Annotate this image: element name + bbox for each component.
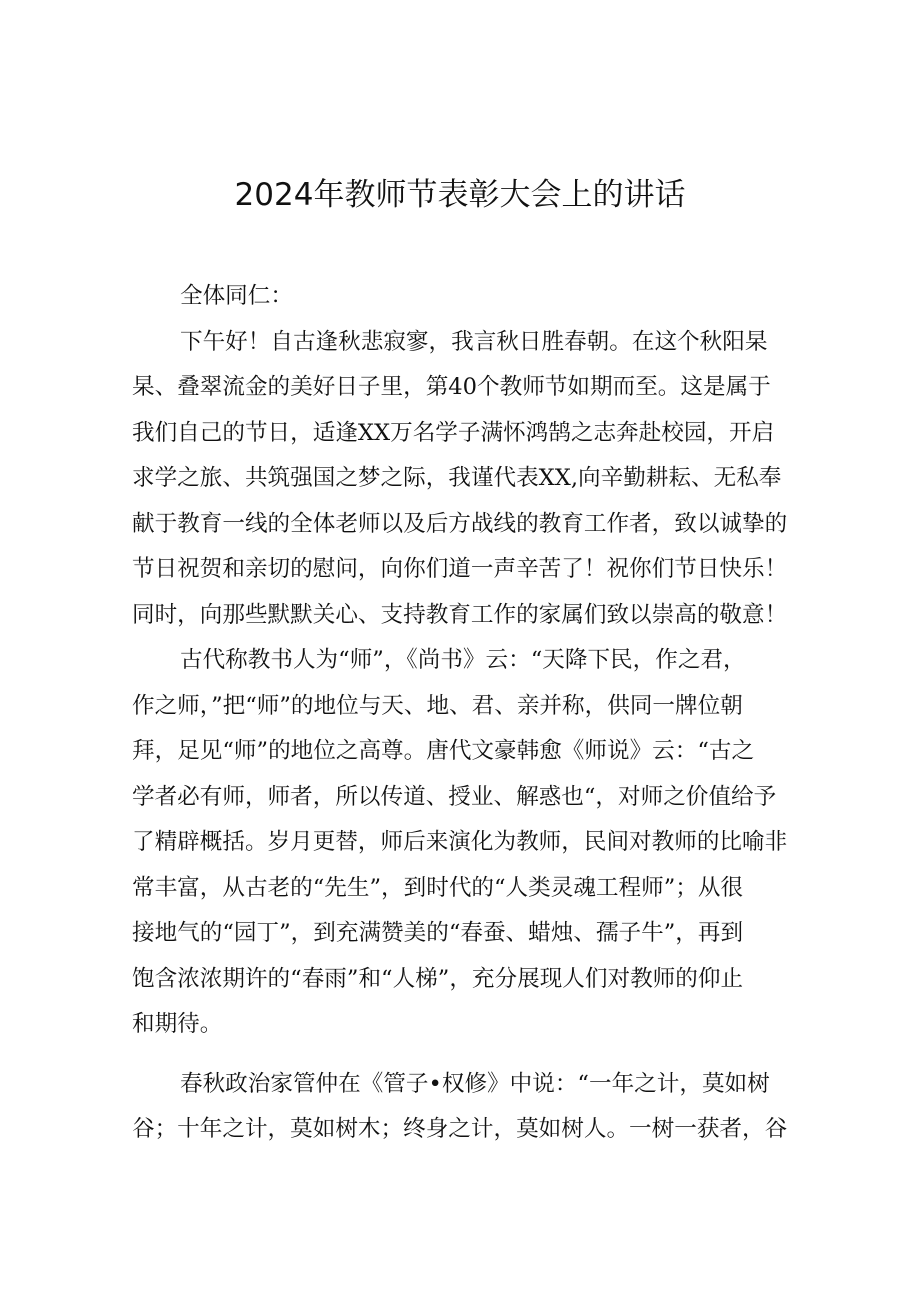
paragraph-gap [132,1048,802,1062]
paragraph-line: 同时，向那些默默关心、支持教育工作的家属们致以崇高的敬意！ [132,601,788,628]
paragraph-line: 古代称教书人为“师”，《尚书》云：“天降下民，作之君， [180,647,746,673]
paragraph-line: 和期待。 [132,1011,223,1037]
paragraph-line: 我们自己的节日，适逢XX万名学子满怀鸿鹄之志奔赴校园，开启 [132,419,775,446]
paragraph-line: 求学之旅、共筑强国之梦之际，我谨代表XX,向辛勤耕耘、无私奉 [132,465,782,491]
paragraph-line: 学者必有师，师者，所以传道、授业、解惑也“，对师之价值给予 [132,783,777,810]
paragraph-line: 献于教育一线的全体老师以及后方战线的教育工作者，致以诚挚的 [132,510,788,537]
document-body [132,274,802,1153]
paragraph-line: 作之师，”把“师”的地位与天、地、君、亲并称，供同一牌位朝 [132,692,743,719]
paragraph-1 [132,320,802,639]
paragraph-3 [132,1062,802,1153]
paragraph-line: 接地气的“园丁”，到充满赞美的“春蚕、蜡烛、孺子牛”，再到 [132,920,744,946]
paragraph-2 [132,638,802,1048]
paragraph-line: 了精辟概括。岁月更替，师后来演化为教师，民间对教师的比喻非 [132,829,788,855]
document-title: 2024年教师节表彰大会上的讲话 [234,177,686,213]
salutation: 全体同仁： [180,283,293,309]
paragraph-line: 下午好！自古逢秋悲寂寥，我言秋日胜春朝。在这个秋阳杲 [180,328,768,355]
paragraph-line: 拜，足见“师”的地位之高尊。唐代文豪韩愈《师说》云：“古之 [132,738,755,764]
paragraph-line: 谷；十年之计，莫如树木；终身之计，莫如树人。一树一获者，谷 [132,1116,788,1142]
paragraph-line: 常丰富，从古老的“先生”，到时代的“人类灵魂工程师”；从很 [132,874,744,901]
paragraph-line: 节日祝贺和亲切的慰问，向你们道一声辛苦了！祝你们节日快乐！ [132,556,788,582]
paragraph-line: 杲、叠翠流金的美好日子里，第40个教师节如期而至。这是属于 [132,374,771,400]
paragraph-line: 春秋政治家管仲在《管子•权修》中说：“一年之计，莫如树 [180,1070,770,1097]
paragraph-line: 饱含浓浓期许的“春雨”和“人梯”，充分展现人们对教师的仰止 [132,965,744,992]
